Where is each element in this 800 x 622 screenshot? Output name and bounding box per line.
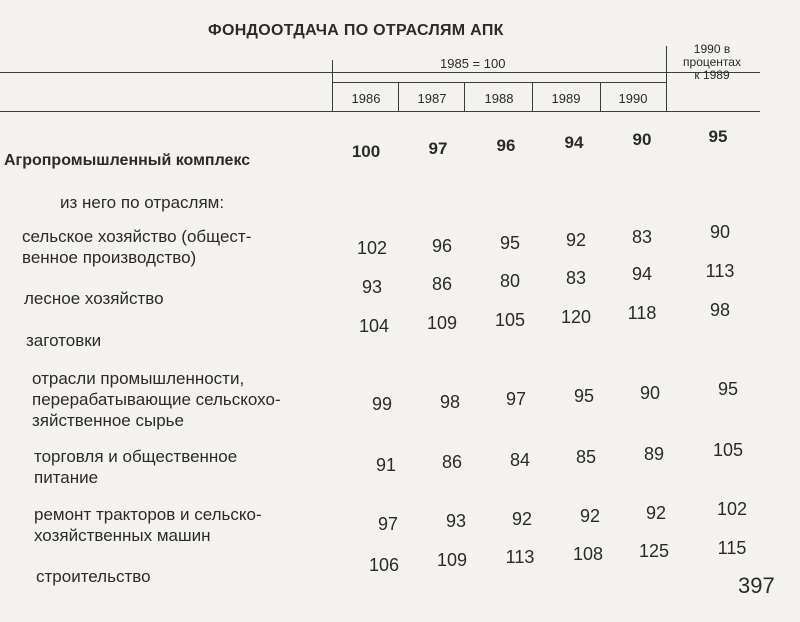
row-label-construction: строительство: [36, 567, 151, 586]
cell-value: 102: [716, 499, 748, 519]
cell-value: 109: [426, 313, 458, 333]
cell-value: 80: [499, 271, 521, 291]
cell-value: 90: [709, 222, 731, 242]
percent-header-line: процентах: [683, 55, 741, 69]
header-left-divider: [332, 60, 333, 112]
cell-value: 83: [565, 268, 587, 288]
label-line: хозяйственных машин: [34, 526, 211, 545]
cell-value: 86: [441, 452, 463, 472]
cell-value: 91: [375, 455, 397, 475]
percent-header-line: 1990 в: [693, 42, 731, 56]
cell-value: 95: [499, 233, 521, 253]
label-line: торговля и общественное: [34, 447, 238, 466]
label-line: ремонт тракторов и сельско-: [34, 505, 262, 524]
year-header-1986: 1986: [351, 91, 381, 106]
row-label-agro-complex: Агропромышленный комплекс: [4, 152, 251, 169]
cell-value: 113: [705, 261, 735, 281]
label-line: отрасли промышленности,: [32, 369, 245, 388]
base-year-label: 1985 = 100: [440, 56, 506, 71]
year-divider: [464, 82, 465, 112]
year-header-1990: 1990: [618, 91, 648, 106]
cell-value: 89: [643, 444, 665, 464]
label-line: перерабатывающие сельскохо-: [32, 390, 281, 409]
cell-value: 97: [505, 389, 527, 409]
row-label-forestry: лесное хозяйство: [24, 289, 164, 308]
cell-value: 86: [431, 274, 453, 294]
row-label-procurement: заготовки: [26, 331, 102, 350]
year-divider: [532, 82, 533, 112]
label-line: сельское хозяйство (общест-: [22, 227, 252, 246]
header-bottom-rule: [0, 111, 760, 112]
year-header-1987: 1987: [417, 91, 447, 106]
cell-value: 125: [638, 541, 670, 561]
cell-value: 106: [368, 555, 400, 575]
cell-value: 96: [496, 136, 516, 155]
cell-value: 95: [573, 386, 595, 406]
cell-value: 118: [627, 303, 657, 323]
cell-value: 84: [509, 450, 531, 470]
row-label-tractor-repair: [34, 504, 262, 546]
cell-value: 90: [632, 130, 652, 149]
cell-value: 98: [439, 392, 461, 412]
year-divider: [398, 82, 399, 112]
cell-value: 92: [579, 506, 601, 526]
year-header-1988: 1988: [484, 91, 514, 106]
cell-value: 97: [377, 514, 399, 534]
cell-value: 109: [436, 550, 468, 570]
cell-value: 83: [631, 227, 653, 247]
page-number: 397: [738, 573, 775, 598]
cell-value: 120: [560, 307, 592, 327]
percent-column-header: [668, 43, 756, 82]
cell-value: 90: [639, 383, 661, 403]
cell-value: 92: [565, 230, 587, 250]
cell-value: 113: [505, 547, 535, 567]
row-label-agriculture: [22, 226, 251, 268]
label-line: питание: [34, 468, 99, 487]
table-title: ФОНДООТДАЧА ПО ОТРАСЛЯМ АПК: [208, 22, 504, 39]
cell-value: 97: [428, 139, 448, 158]
year-header-1989: 1989: [551, 91, 581, 106]
percent-header-line: к 1989: [694, 68, 730, 82]
header-top-rule: [0, 72, 760, 73]
cell-value: 98: [709, 300, 731, 320]
row-label-trade-catering: [34, 446, 237, 488]
cell-value: 104: [358, 316, 390, 336]
cell-value: 94: [564, 133, 584, 152]
cell-value: 105: [494, 310, 526, 330]
cell-value: 93: [445, 511, 467, 531]
cell-value: 85: [575, 447, 597, 467]
cell-value: 102: [356, 238, 388, 258]
label-line: зяйственное сырье: [32, 411, 184, 430]
cell-value: 92: [645, 503, 667, 523]
cell-value: 95: [717, 379, 739, 399]
cell-value: 96: [431, 236, 453, 256]
cell-value: 95: [708, 127, 728, 146]
cell-value: 115: [717, 538, 747, 558]
row-label-processing-industry: [32, 368, 281, 431]
header-mid-rule: [332, 82, 666, 83]
cell-value: 92: [511, 509, 533, 529]
cell-value: 94: [631, 264, 653, 284]
cell-value: 105: [712, 440, 744, 460]
cell-value: 99: [371, 394, 393, 414]
cell-value: 108: [572, 544, 604, 564]
cell-value: 100: [351, 142, 381, 161]
header-right-divider: [666, 46, 667, 112]
label-line: венное производство): [22, 248, 197, 267]
row-label-subheading: из него по отраслям:: [60, 193, 225, 212]
cell-value: 93: [361, 277, 383, 297]
